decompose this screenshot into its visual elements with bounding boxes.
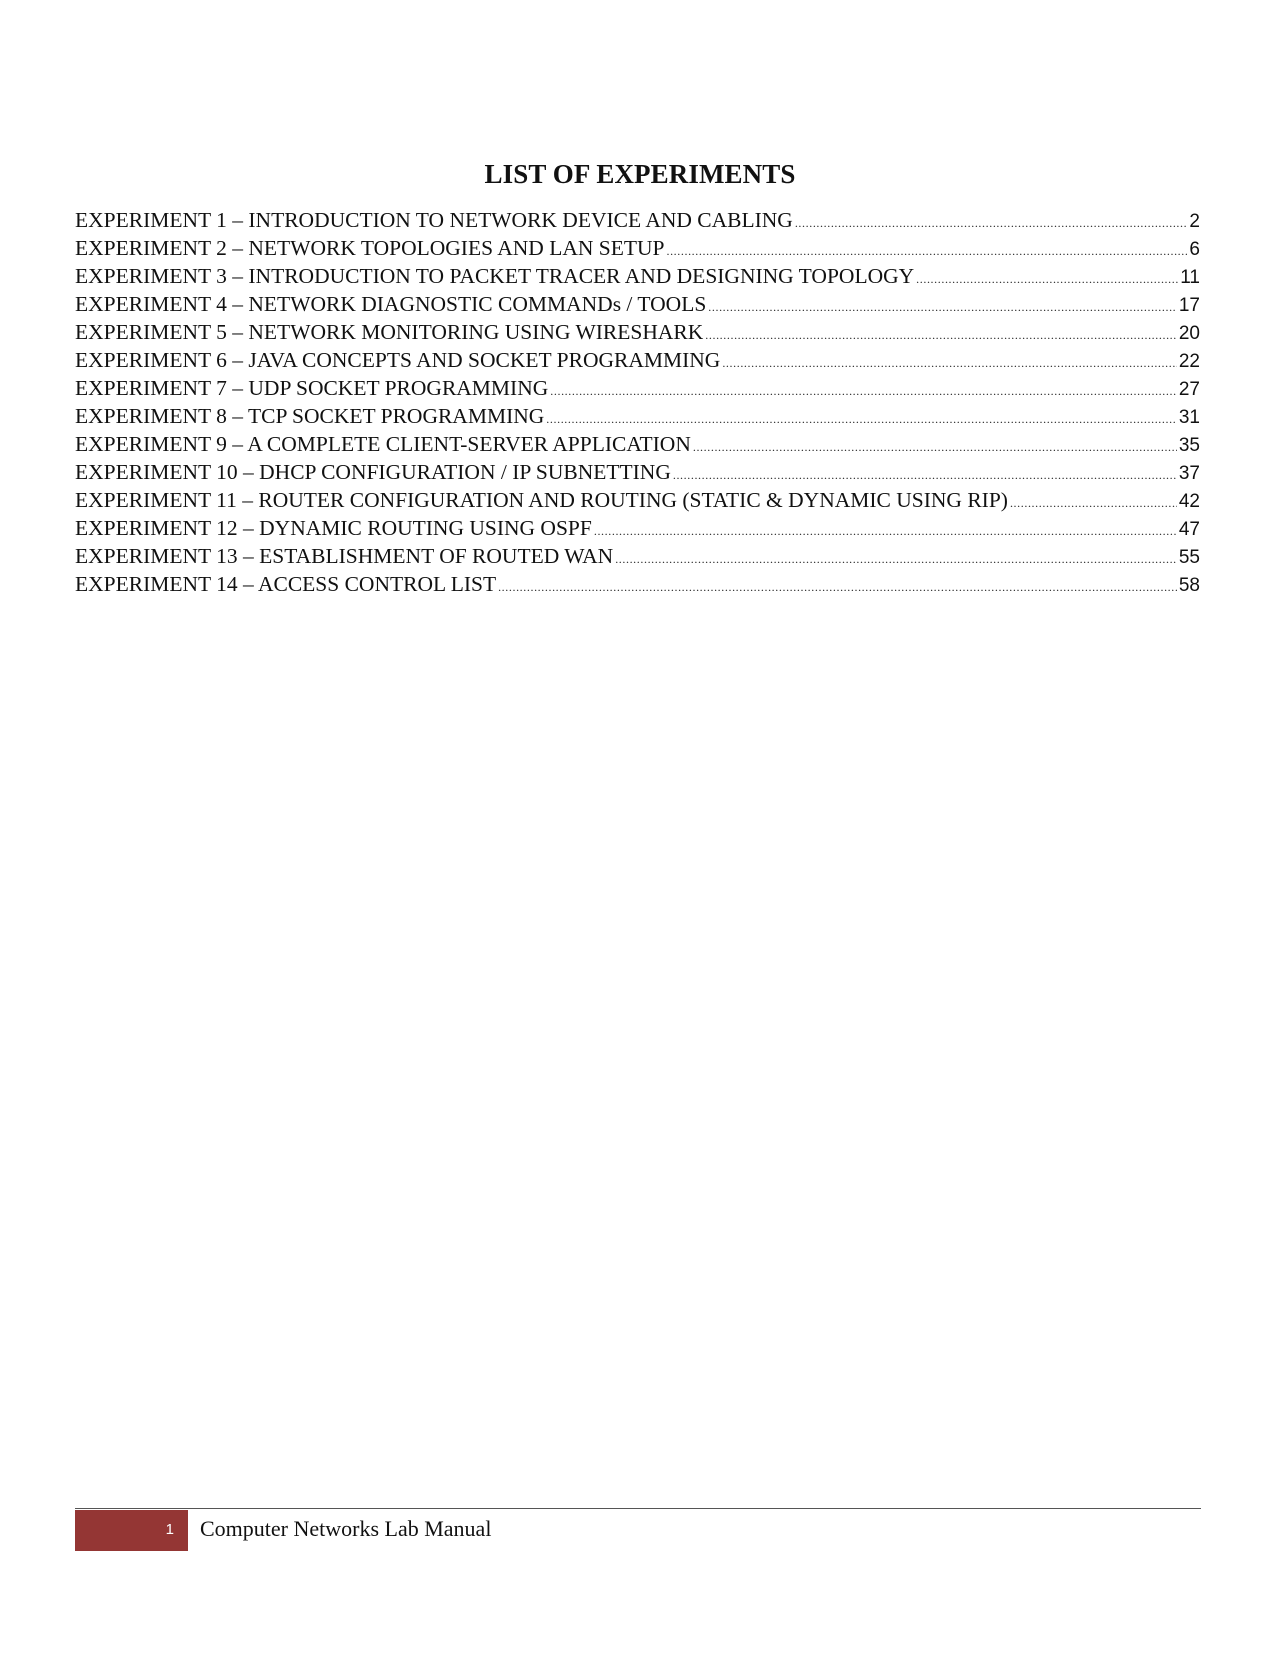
toc-entry-label: EXPERIMENT 6 – JAVA CONCEPTS AND SOCKET PROGRAMMING [75,348,721,372]
toc-entry-page: 42 [1178,491,1200,512]
footer-divider [75,1508,1201,1509]
toc-entry[interactable] [75,290,1200,318]
toc-entry-label: EXPERIMENT 3 – INTRODUCTION TO PACKET TRACER AND DESIGNING TOPOLOGY [75,264,915,288]
toc-entry-label: EXPERIMENT 12 – DYNAMIC ROUTING USING OSPF [75,516,592,540]
toc-entry-page: 11 [1180,267,1200,288]
toc-leader-dots [916,265,1178,290]
toc-entry-page: 27 [1178,379,1200,400]
toc-leader-dots [708,293,1177,318]
toc-entry-page: 35 [1178,435,1200,456]
toc-entry-label: EXPERIMENT 14 – ACCESS CONTROL LIST [75,572,497,596]
toc-entry-page: 22 [1178,351,1200,372]
toc-entry-label: EXPERIMENT 9 – A COMPLETE CLIENT-SERVER APPLICATION [75,432,691,456]
toc-entry[interactable] [75,206,1200,234]
toc-entry-page: 6 [1189,239,1200,260]
page-title: LIST OF EXPERIMENTS [484,159,796,190]
toc-entry-label: EXPERIMENT 5 – NETWORK MONITORING USING WIRESHARK [75,320,704,344]
toc-entry-page: 17 [1178,295,1200,316]
toc-leader-dots [546,405,1177,430]
toc-entry[interactable] [75,374,1200,402]
toc-entry-page: 2 [1189,211,1200,232]
footer-page-number-box [75,1510,188,1551]
toc-entry-label: EXPERIMENT 2 – NETWORK TOPOLOGIES AND LAN SETUP [75,236,665,260]
toc-leader-dots [722,349,1177,374]
toc-entry-page: 55 [1178,547,1200,568]
footer-document-title: Computer Networks Lab Manual [200,1516,492,1541]
toc-entry[interactable] [75,458,1200,486]
toc-entry[interactable] [75,542,1200,570]
toc-leader-dots [550,377,1177,402]
toc-entry[interactable] [75,262,1200,290]
toc-entry[interactable] [75,570,1200,598]
toc-leader-dots [594,517,1177,542]
toc-entry-label: EXPERIMENT 10 – DHCP CONFIGURATION / IP SUBNETTING [75,460,671,484]
page-footer [75,1508,1201,1551]
toc-entry-page: 37 [1178,463,1200,484]
toc-entry[interactable] [75,514,1200,542]
toc-entry-page: 58 [1178,575,1200,596]
toc-leader-dots [705,321,1177,346]
toc-entry-page: 20 [1178,323,1200,344]
toc-leader-dots [1010,489,1177,514]
toc-leader-dots [795,209,1188,234]
toc-leader-dots [615,545,1177,570]
toc-leader-dots [498,573,1177,598]
footer-page-number: 1 [165,1521,174,1538]
toc-leader-dots [666,237,1187,262]
table-of-contents [75,206,1200,598]
toc-entry[interactable] [75,318,1200,346]
toc-entry[interactable] [75,234,1200,262]
toc-entry-label: EXPERIMENT 13 – ESTABLISHMENT OF ROUTED WAN [75,544,614,568]
toc-entry-label: EXPERIMENT 1 – INTRODUCTION TO NETWORK DEVICE AND CABLING [75,208,793,232]
toc-entry-page: 31 [1178,407,1200,428]
toc-entry[interactable] [75,346,1200,374]
toc-entry-label: EXPERIMENT 11 – ROUTER CONFIGURATION AND ROUTING (STATIC & DYNAMIC USING RIP) [75,488,1008,512]
toc-entry[interactable] [75,486,1200,514]
toc-entry[interactable] [75,402,1200,430]
toc-entry-label: EXPERIMENT 7 – UDP SOCKET PROGRAMMING [75,376,549,400]
toc-entry[interactable] [75,430,1200,458]
toc-entry-label: EXPERIMENT 4 – NETWORK DIAGNOSTIC COMMANDs / TOOLS [75,292,707,316]
toc-leader-dots [693,433,1177,458]
toc-entry-label: EXPERIMENT 8 – TCP SOCKET PROGRAMMING [75,404,545,428]
toc-entry-page: 47 [1178,519,1200,540]
toc-leader-dots [673,461,1177,486]
